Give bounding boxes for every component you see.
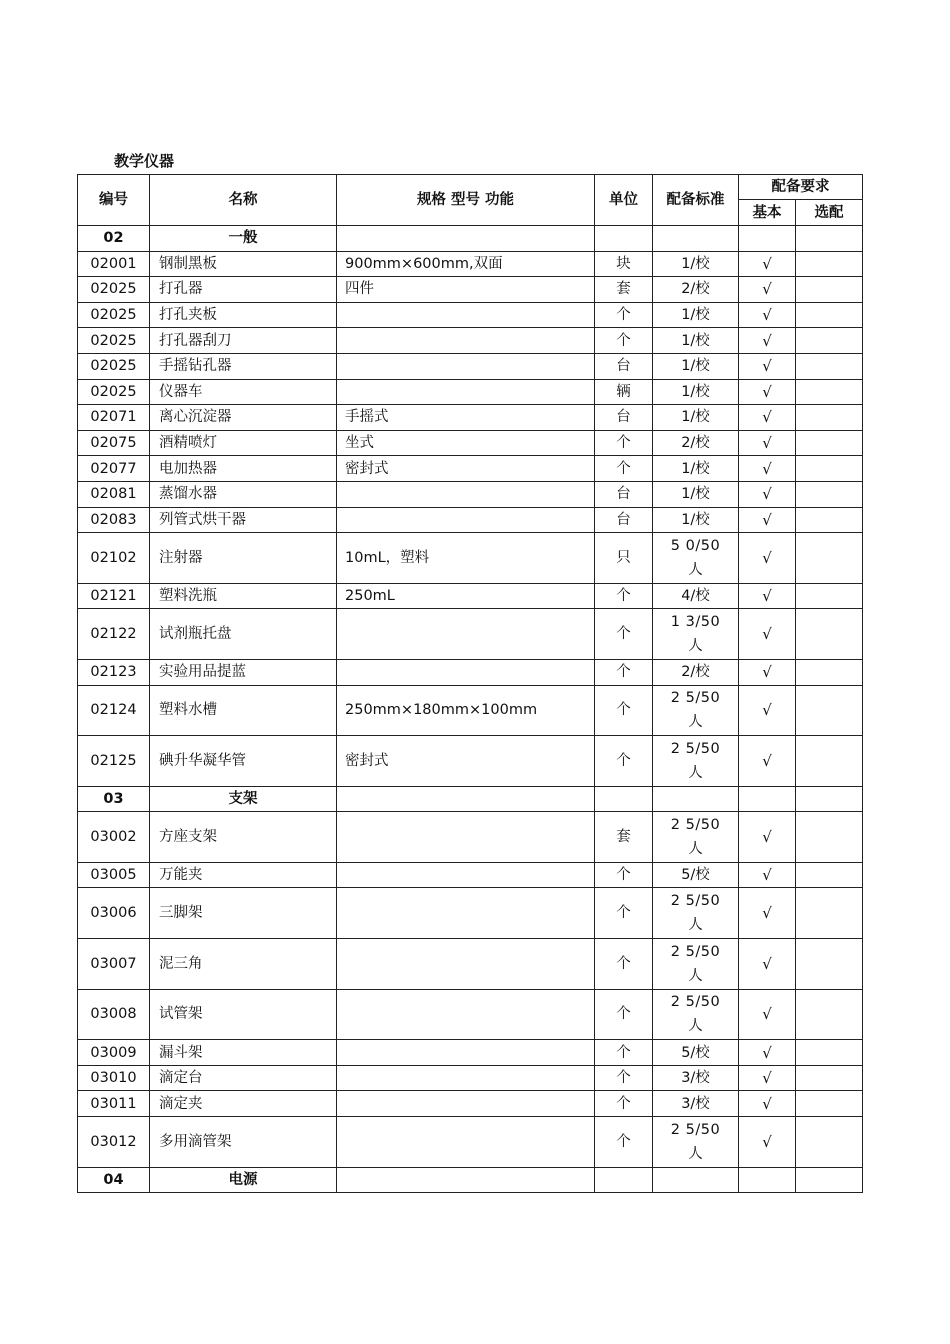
- cell-spec: [337, 353, 595, 379]
- cell-spec: [337, 481, 595, 507]
- cell-name: 碘升华凝华管: [150, 736, 337, 787]
- cell-spec: 密封式: [337, 736, 595, 787]
- cell-optional: [796, 812, 863, 863]
- cell-optional: [796, 685, 863, 736]
- cell-unit: 个: [595, 939, 653, 990]
- cell-code: 03: [78, 786, 150, 812]
- cell-basic-check: √: [739, 736, 796, 787]
- table-row: [78, 1065, 863, 1091]
- cell-name: 漏斗架: [150, 1040, 337, 1066]
- table-row: [78, 481, 863, 507]
- table-row: [78, 353, 863, 379]
- standard-line-1: 2 5/50: [670, 690, 721, 707]
- cell-name: 注射器: [150, 533, 337, 584]
- cell-name: 钢制黑板: [150, 251, 337, 277]
- cell-spec: [337, 1065, 595, 1091]
- header-basic: 基本: [739, 200, 796, 226]
- cell-basic-check: √: [739, 685, 796, 736]
- cell-spec: [337, 862, 595, 888]
- cell-unit: 个: [595, 328, 653, 354]
- standard-line-1: 2 5/50: [670, 740, 721, 757]
- standard-line-2: 人: [688, 1145, 703, 1162]
- cell-name: 试剂瓶托盘: [150, 609, 337, 660]
- cell-name: 打孔器刮刀: [150, 328, 337, 354]
- category-row: [78, 226, 863, 252]
- cell-standard: [653, 609, 739, 660]
- cell-spec: 10mL，塑料: [337, 533, 595, 584]
- cell-standard: 1/校: [653, 379, 739, 405]
- cell-code: 02122: [78, 609, 150, 660]
- cell-spec: 250mL: [337, 583, 595, 609]
- cell-name: 塑料水槽: [150, 685, 337, 736]
- cell-optional: [796, 609, 863, 660]
- cell-unit: 个: [595, 609, 653, 660]
- cell-basic-check: √: [739, 989, 796, 1040]
- cell-unit: 个: [595, 736, 653, 787]
- cell-unit: 个: [595, 1065, 653, 1091]
- category-row: [78, 786, 863, 812]
- cell-empty: [796, 1167, 863, 1193]
- cell-empty: [595, 1167, 653, 1193]
- cell-unit: 个: [595, 430, 653, 456]
- cell-name: 三脚架: [150, 888, 337, 939]
- table-row: [78, 812, 863, 863]
- cell-code: 02083: [78, 507, 150, 533]
- cell-code: 04: [78, 1167, 150, 1193]
- header-optional: 选配: [796, 200, 863, 226]
- cell-empty: [796, 226, 863, 252]
- header-spec: 规格 型号 功能: [337, 175, 595, 226]
- cell-spec: 四件: [337, 277, 595, 303]
- cell-standard: 4/校: [653, 583, 739, 609]
- cell-empty: [739, 786, 796, 812]
- cell-name: 电源: [150, 1167, 337, 1193]
- cell-code: 03005: [78, 862, 150, 888]
- cell-name: 方座支架: [150, 812, 337, 863]
- cell-basic-check: √: [739, 251, 796, 277]
- cell-optional: [796, 1117, 863, 1168]
- cell-code: 03008: [78, 989, 150, 1040]
- cell-optional: [796, 989, 863, 1040]
- table-row: [78, 583, 863, 609]
- table-row: [78, 736, 863, 787]
- cell-basic-check: √: [739, 812, 796, 863]
- table-row: [78, 533, 863, 584]
- cell-name: 蒸馏水器: [150, 481, 337, 507]
- cell-unit: 辆: [595, 379, 653, 405]
- cell-unit: 台: [595, 507, 653, 533]
- cell-name: 泥三角: [150, 939, 337, 990]
- cell-code: 02123: [78, 659, 150, 685]
- standard-line-2: 人: [688, 917, 703, 934]
- cell-standard: 3/校: [653, 1065, 739, 1091]
- cell-basic-check: √: [739, 659, 796, 685]
- cell-spec: [337, 302, 595, 328]
- standard-line-2: 人: [688, 841, 703, 858]
- table-row: [78, 430, 863, 456]
- cell-code: 02077: [78, 456, 150, 482]
- cell-spec: [337, 379, 595, 405]
- cell-spec: [337, 1117, 595, 1168]
- table-row: [78, 989, 863, 1040]
- header-unit: 单位: [595, 175, 653, 226]
- table-row: [78, 659, 863, 685]
- cell-standard: 2/校: [653, 277, 739, 303]
- cell-optional: [796, 939, 863, 990]
- cell-empty: [337, 226, 595, 252]
- cell-name: 支架: [150, 786, 337, 812]
- standard-line-2: 人: [688, 764, 703, 781]
- cell-optional: [796, 251, 863, 277]
- table-row: [78, 456, 863, 482]
- cell-name: 列管式烘干器: [150, 507, 337, 533]
- cell-spec: [337, 328, 595, 354]
- cell-optional: [796, 328, 863, 354]
- cell-optional: [796, 353, 863, 379]
- cell-standard: 1/校: [653, 251, 739, 277]
- cell-code: 02025: [78, 328, 150, 354]
- cell-code: 02102: [78, 533, 150, 584]
- cell-spec: [337, 659, 595, 685]
- cell-name: 一般: [150, 226, 337, 252]
- cell-spec: 250mm×180mm×100mm: [337, 685, 595, 736]
- cell-standard: 5/校: [653, 862, 739, 888]
- cell-standard: 5/校: [653, 1040, 739, 1066]
- cell-standard: [653, 812, 739, 863]
- cell-basic-check: √: [739, 1040, 796, 1066]
- table-row: [78, 251, 863, 277]
- cell-empty: [595, 786, 653, 812]
- cell-standard: 1/校: [653, 456, 739, 482]
- standard-line-1: 5 0/50: [670, 537, 721, 554]
- cell-empty: [739, 226, 796, 252]
- cell-basic-check: √: [739, 302, 796, 328]
- header-standard: 配备标准: [653, 175, 739, 226]
- cell-basic-check: √: [739, 533, 796, 584]
- cell-standard: 3/校: [653, 1091, 739, 1117]
- cell-empty: [595, 226, 653, 252]
- cell-code: 02124: [78, 685, 150, 736]
- cell-standard: 1/校: [653, 507, 739, 533]
- cell-standard: [653, 685, 739, 736]
- cell-optional: [796, 736, 863, 787]
- cell-basic-check: √: [739, 888, 796, 939]
- standard-line-2: 人: [688, 638, 703, 655]
- cell-name: 电加热器: [150, 456, 337, 482]
- standard-line-2: 人: [688, 714, 703, 731]
- cell-standard: [653, 939, 739, 990]
- cell-unit: 个: [595, 456, 653, 482]
- cell-spec: [337, 609, 595, 660]
- cell-standard: 2/校: [653, 430, 739, 456]
- cell-spec: [337, 812, 595, 863]
- cell-code: 02125: [78, 736, 150, 787]
- cell-name: 塑料洗瓶: [150, 583, 337, 609]
- standard-line-2: 人: [688, 967, 703, 984]
- cell-basic-check: √: [739, 1091, 796, 1117]
- cell-code: 02071: [78, 405, 150, 431]
- table-row: [78, 1040, 863, 1066]
- cell-standard: [653, 736, 739, 787]
- cell-code: 03009: [78, 1040, 150, 1066]
- cell-empty: [739, 1167, 796, 1193]
- cell-optional: [796, 533, 863, 584]
- cell-optional: [796, 507, 863, 533]
- cell-optional: [796, 379, 863, 405]
- cell-code: 02025: [78, 379, 150, 405]
- table-row: [78, 609, 863, 660]
- table-row: [78, 277, 863, 303]
- standard-line-2: 人: [688, 1018, 703, 1035]
- cell-basic-check: √: [739, 507, 796, 533]
- cell-unit: 个: [595, 1040, 653, 1066]
- cell-empty: [653, 786, 739, 812]
- cell-basic-check: √: [739, 405, 796, 431]
- cell-name: 多用滴管架: [150, 1117, 337, 1168]
- cell-optional: [796, 888, 863, 939]
- cell-standard: [653, 989, 739, 1040]
- cell-unit: 个: [595, 862, 653, 888]
- category-row: [78, 1167, 863, 1193]
- cell-name: 仪器车: [150, 379, 337, 405]
- cell-spec: [337, 1040, 595, 1066]
- cell-name: 实验用品提蓝: [150, 659, 337, 685]
- cell-standard: 1/校: [653, 302, 739, 328]
- cell-code: 03006: [78, 888, 150, 939]
- cell-unit: 个: [595, 583, 653, 609]
- cell-code: 02: [78, 226, 150, 252]
- cell-optional: [796, 405, 863, 431]
- cell-name: 万能夹: [150, 862, 337, 888]
- cell-standard: [653, 888, 739, 939]
- table-row: [78, 328, 863, 354]
- cell-optional: [796, 302, 863, 328]
- cell-standard: 1/校: [653, 353, 739, 379]
- cell-optional: [796, 659, 863, 685]
- table-row: [78, 1091, 863, 1117]
- cell-optional: [796, 1040, 863, 1066]
- cell-optional: [796, 583, 863, 609]
- table-row: [78, 1117, 863, 1168]
- cell-empty: [653, 226, 739, 252]
- equipment-table: [77, 174, 863, 1193]
- cell-optional: [796, 1091, 863, 1117]
- cell-name: 打孔器: [150, 277, 337, 303]
- cell-code: 02121: [78, 583, 150, 609]
- cell-empty: [653, 1167, 739, 1193]
- cell-standard: 1/校: [653, 481, 739, 507]
- standard-line-1: 1 3/50: [670, 614, 721, 631]
- cell-unit: 台: [595, 405, 653, 431]
- cell-standard: 1/校: [653, 328, 739, 354]
- cell-standard: [653, 1117, 739, 1168]
- cell-code: 02025: [78, 277, 150, 303]
- cell-basic-check: √: [739, 353, 796, 379]
- cell-spec: 坐式: [337, 430, 595, 456]
- cell-unit: 台: [595, 353, 653, 379]
- cell-code: 03011: [78, 1091, 150, 1117]
- cell-code: 02075: [78, 430, 150, 456]
- standard-line-1: 2 5/50: [670, 817, 721, 834]
- cell-basic-check: √: [739, 430, 796, 456]
- cell-standard: [653, 533, 739, 584]
- cell-name: 试管架: [150, 989, 337, 1040]
- cell-basic-check: √: [739, 609, 796, 660]
- cell-basic-check: √: [739, 481, 796, 507]
- cell-spec: 900mm×600mm,双面: [337, 251, 595, 277]
- cell-standard: 1/校: [653, 405, 739, 431]
- table-row: [78, 862, 863, 888]
- header-code: 编号: [78, 175, 150, 226]
- table-body: [78, 226, 863, 1193]
- cell-name: 滴定夹: [150, 1091, 337, 1117]
- cell-name: 滴定台: [150, 1065, 337, 1091]
- cell-unit: 个: [595, 659, 653, 685]
- standard-line-1: 2 5/50: [670, 893, 721, 910]
- cell-basic-check: √: [739, 939, 796, 990]
- table-row: [78, 939, 863, 990]
- cell-optional: [796, 277, 863, 303]
- cell-unit: 个: [595, 888, 653, 939]
- cell-empty: [337, 786, 595, 812]
- cell-spec: [337, 939, 595, 990]
- cell-spec: [337, 888, 595, 939]
- cell-spec: [337, 1091, 595, 1117]
- cell-code: 02001: [78, 251, 150, 277]
- cell-empty: [337, 1167, 595, 1193]
- cell-optional: [796, 456, 863, 482]
- cell-code: 03010: [78, 1065, 150, 1091]
- table-row: [78, 685, 863, 736]
- cell-unit: 个: [595, 1091, 653, 1117]
- cell-spec: 密封式: [337, 456, 595, 482]
- header-row: [78, 175, 863, 200]
- cell-unit: 个: [595, 1117, 653, 1168]
- cell-optional: [796, 430, 863, 456]
- cell-code: 03002: [78, 812, 150, 863]
- cell-spec: [337, 507, 595, 533]
- table-row: [78, 379, 863, 405]
- cell-basic-check: √: [739, 456, 796, 482]
- cell-optional: [796, 1065, 863, 1091]
- table-row: [78, 507, 863, 533]
- cell-unit: 只: [595, 533, 653, 584]
- cell-basic-check: √: [739, 328, 796, 354]
- cell-spec: [337, 989, 595, 1040]
- standard-line-1: 2 5/50: [670, 1121, 721, 1138]
- cell-name: 酒精喷灯: [150, 430, 337, 456]
- cell-code: 02081: [78, 481, 150, 507]
- cell-name: 手摇钻孔器: [150, 353, 337, 379]
- document-title: 教学仪器: [114, 152, 175, 170]
- cell-code: 02025: [78, 353, 150, 379]
- cell-basic-check: √: [739, 1065, 796, 1091]
- cell-code: 02025: [78, 302, 150, 328]
- cell-basic-check: √: [739, 379, 796, 405]
- table-row: [78, 302, 863, 328]
- cell-basic-check: √: [739, 583, 796, 609]
- cell-name: 离心沉淀器: [150, 405, 337, 431]
- cell-unit: 套: [595, 277, 653, 303]
- cell-code: 03012: [78, 1117, 150, 1168]
- cell-unit: 个: [595, 989, 653, 1040]
- standard-line-1: 2 5/50: [670, 943, 721, 960]
- cell-unit: 块: [595, 251, 653, 277]
- cell-optional: [796, 481, 863, 507]
- cell-name: 打孔夹板: [150, 302, 337, 328]
- cell-code: 03007: [78, 939, 150, 990]
- table-row: [78, 888, 863, 939]
- header-requirement: 配备要求: [739, 175, 863, 200]
- header-name: 名称: [150, 175, 337, 226]
- cell-optional: [796, 862, 863, 888]
- cell-basic-check: √: [739, 277, 796, 303]
- standard-line-2: 人: [688, 561, 703, 578]
- standard-line-1: 2 5/50: [670, 994, 721, 1011]
- cell-unit: 台: [595, 481, 653, 507]
- cell-empty: [796, 786, 863, 812]
- cell-spec: 手摇式: [337, 405, 595, 431]
- table-row: [78, 405, 863, 431]
- cell-basic-check: √: [739, 1117, 796, 1168]
- cell-standard: 2/校: [653, 659, 739, 685]
- cell-basic-check: √: [739, 862, 796, 888]
- cell-unit: 个: [595, 685, 653, 736]
- cell-unit: 套: [595, 812, 653, 863]
- cell-unit: 个: [595, 302, 653, 328]
